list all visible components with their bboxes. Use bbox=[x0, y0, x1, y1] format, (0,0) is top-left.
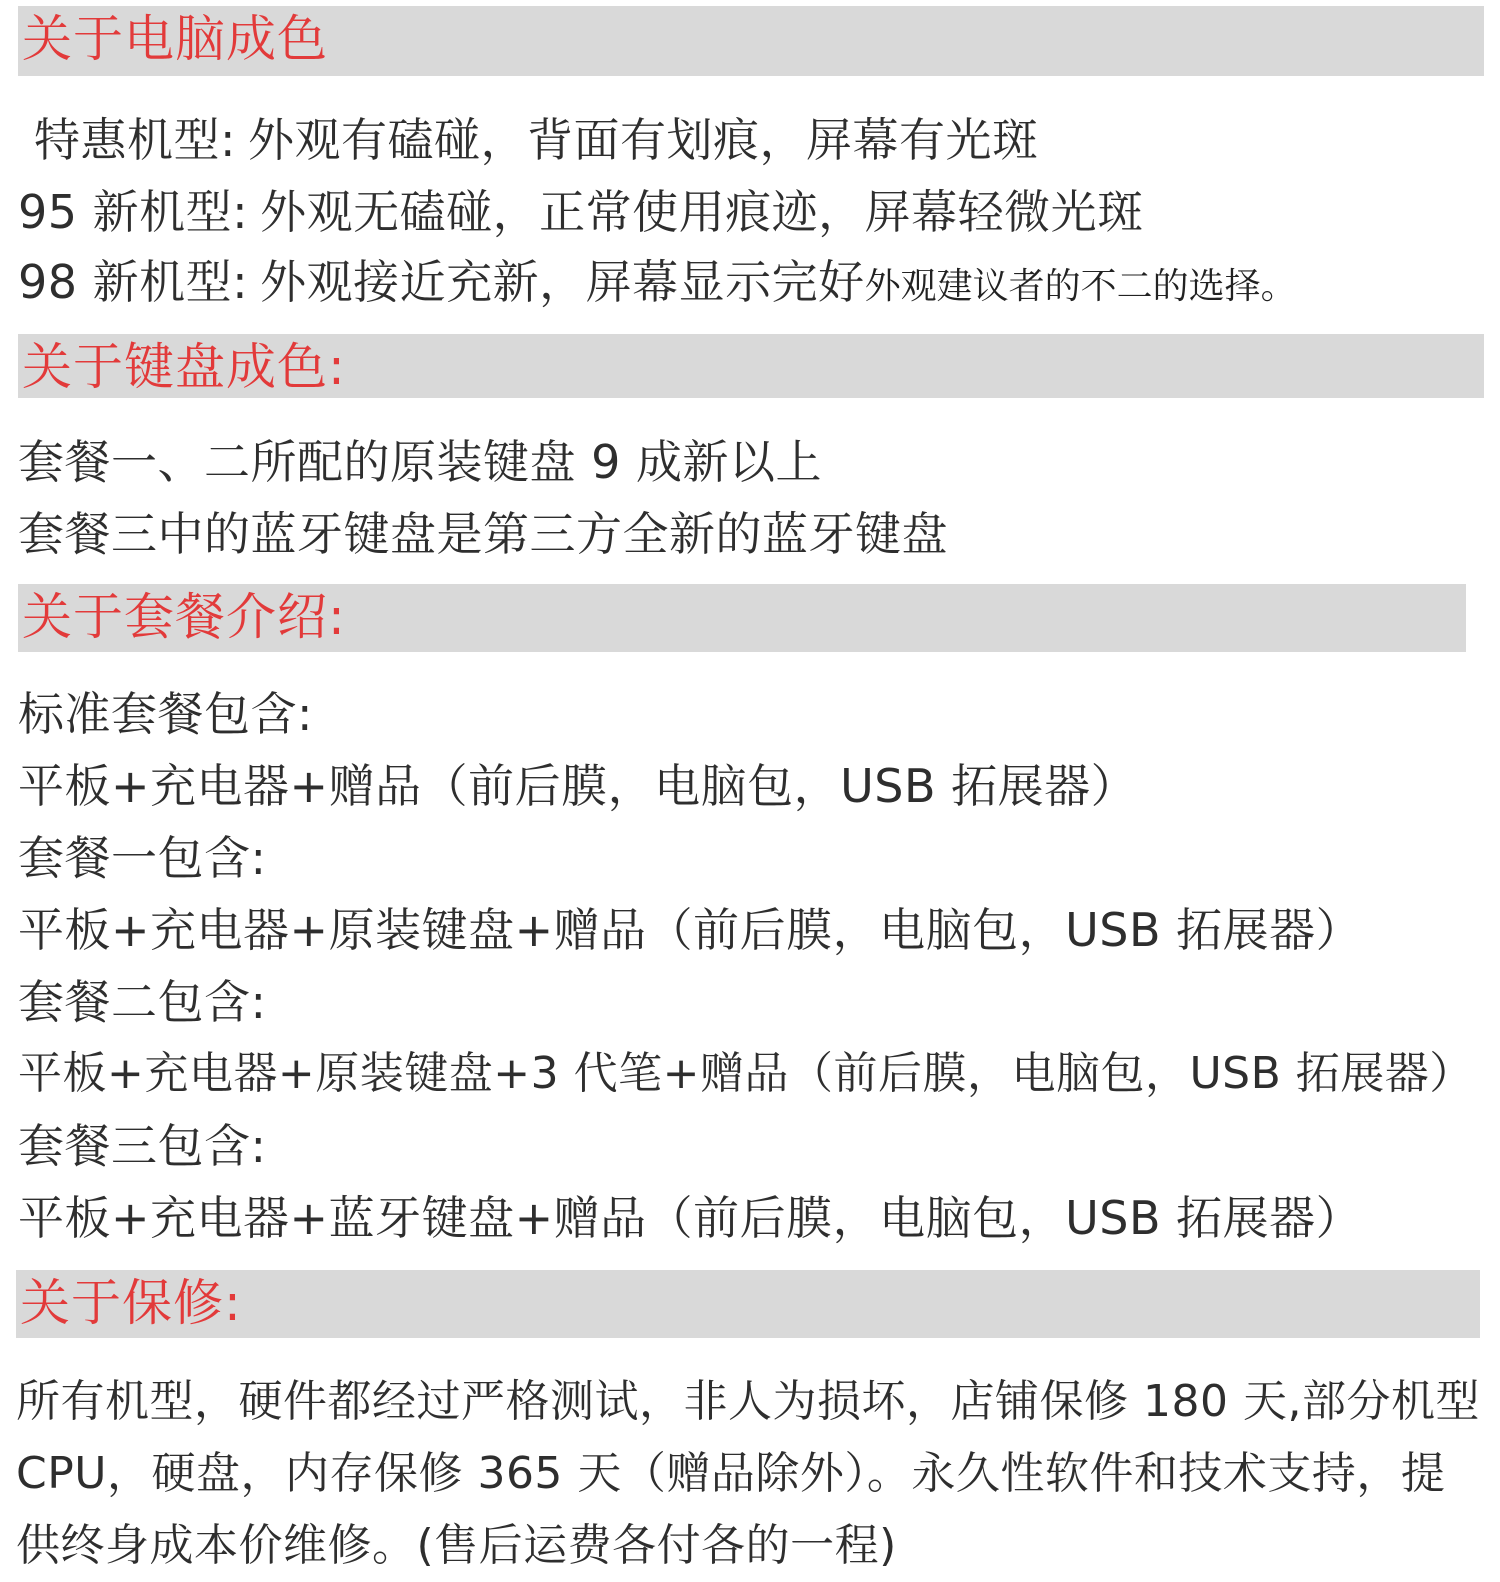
keyboard-line: 套餐一、二所配的原装键盘 9 成新以上 bbox=[18, 435, 823, 489]
package-line: 平板+充电器+蓝牙键盘+赠品（前后膜，电脑包，USB 拓展器） bbox=[18, 1191, 1363, 1245]
condition-note: 外观建议者的不二的选择。 bbox=[864, 266, 1297, 307]
condition-text: 外观无磕碰，正常使用痕迹，屏幕轻微光斑 bbox=[260, 185, 1144, 239]
condition-line-special bbox=[34, 112, 1039, 168]
condition-line-95 bbox=[18, 184, 1144, 240]
package-line: 标准套餐包含: bbox=[18, 687, 313, 741]
section-title-packages: 关于套餐介绍: bbox=[22, 588, 346, 646]
package-line: 平板+充电器+原装键盘+赠品（前后膜，电脑包，USB 拓展器） bbox=[18, 903, 1363, 957]
section-header-warranty bbox=[16, 1270, 1480, 1338]
condition-line-98 bbox=[18, 254, 1297, 315]
section-title-condition: 关于电脑成色 bbox=[22, 10, 328, 68]
section-title-keyboard: 关于键盘成色: bbox=[22, 338, 346, 396]
package-line: 平板+充电器+原装键盘+3 代笔+赠品（前后膜，电脑包，USB 拓展器） bbox=[18, 1048, 1474, 1099]
section-header-keyboard bbox=[18, 334, 1484, 398]
condition-label: 95 新机型: bbox=[18, 185, 249, 239]
condition-label: 特惠机型: bbox=[34, 113, 236, 167]
condition-text: 外观接近充新，屏幕显示完好 bbox=[260, 255, 865, 309]
condition-label: 98 新机型: bbox=[18, 255, 249, 309]
condition-text: 外观有磕碰，背面有划痕，屏幕有光斑 bbox=[248, 113, 1039, 167]
section-header-condition bbox=[18, 6, 1484, 76]
keyboard-line: 套餐三中的蓝牙键盘是第三方全新的蓝牙键盘 bbox=[18, 507, 948, 561]
package-line: 套餐二包含: bbox=[18, 975, 267, 1029]
section-header-packages bbox=[18, 584, 1466, 652]
package-line: 套餐三包含: bbox=[18, 1119, 267, 1173]
package-line: 平板+充电器+赠品（前后膜，电脑包，USB 拓展器） bbox=[18, 759, 1138, 813]
warranty-paragraph: 所有机型，硬件都经过严格测试，非人为损坏，店铺保修 180 天,部分机型 CPU，硬盘，内存保修 365 天（赠品除外）。永久性软件和技术支持，提供终身成本价维修。(售后运费各付各的一程) bbox=[16, 1376, 1480, 1571]
section-title-warranty: 关于保修: bbox=[20, 1274, 242, 1332]
package-line: 套餐一包含: bbox=[18, 831, 267, 885]
